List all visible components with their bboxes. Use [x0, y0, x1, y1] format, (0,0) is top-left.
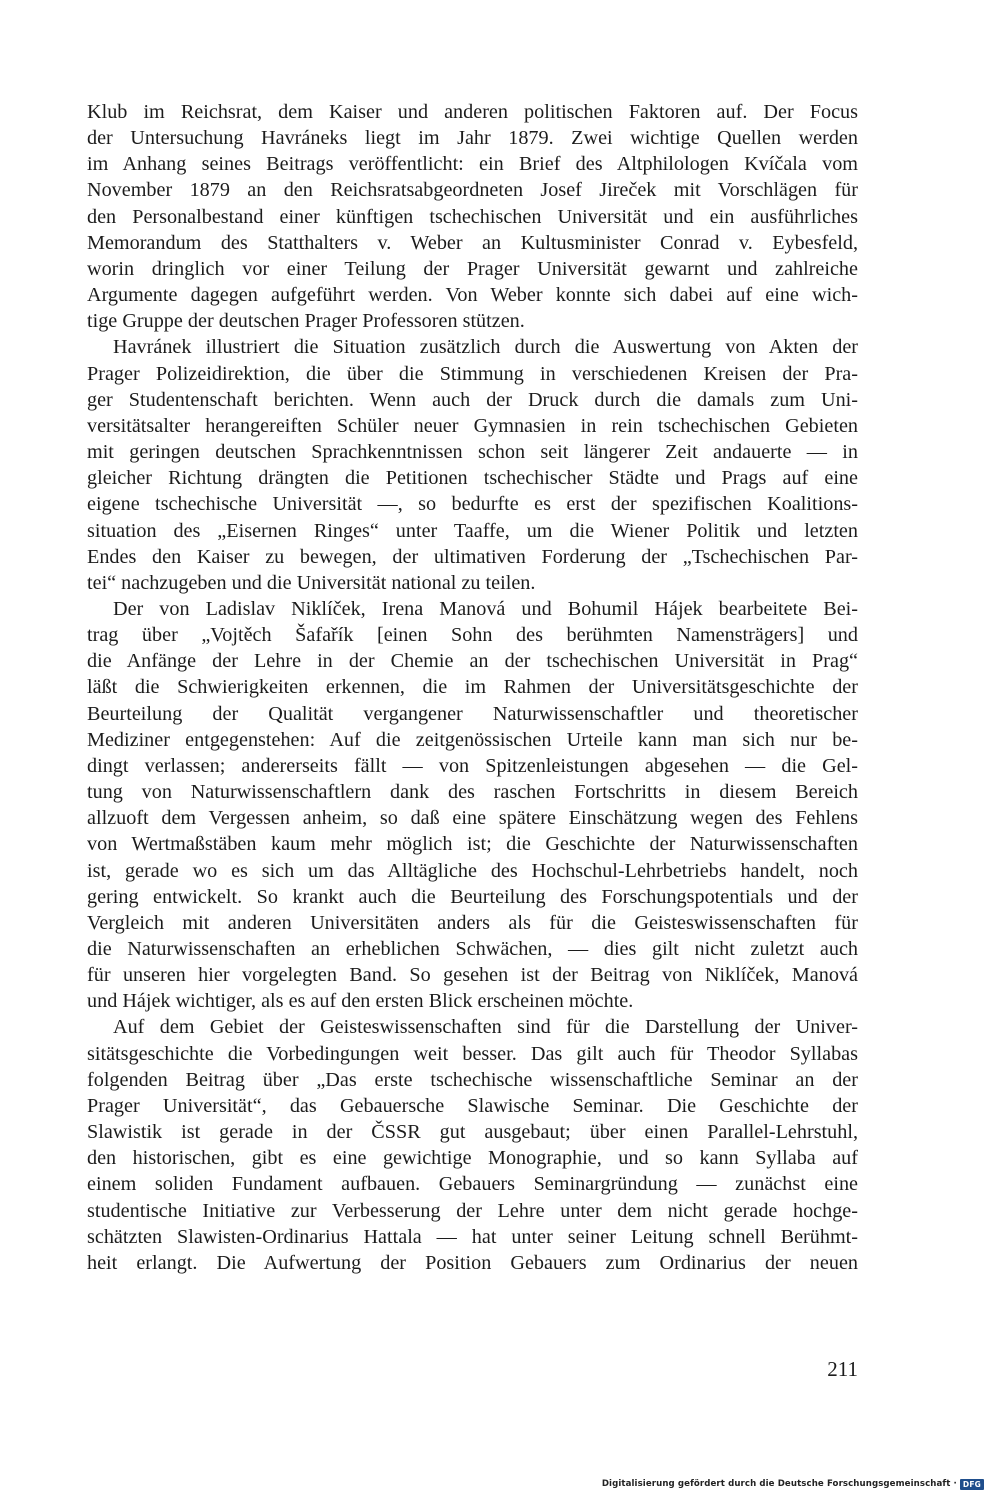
- text-line: Der von Ladislav Niklíček, Irena Manová und Bohumil Hájek bearbeitete Bei-: [113, 597, 858, 620]
- text-line: Argumente dagegen aufgeführt werden. Von Weber konnte sich dabei auf eine wich-: [87, 284, 858, 307]
- footer-text: Digitalisierung gefördert durch die Deutsche Forschungsgemeinschaft ·: [601, 1479, 957, 1489]
- text-line: worin dringlich vor einer Teilung der Prager Universität gewarnt und zahlreiche: [87, 257, 858, 280]
- text-line: folgenden Beitrag über „Das erste tschechische wissenschaftliche Seminar an der: [87, 1068, 858, 1091]
- text-line: läßt die Schwierigkeiten erkennen, die im Rahmen der Universitätsgeschichte der: [87, 676, 858, 699]
- text-line: schätzten Slawisten-Ordinarius Hattala — hat unter seiner Leitung schnell Berühmt-: [87, 1225, 858, 1248]
- text-line: mit geringen deutschen Sprachkenntnissen schon seit längerer Zeit andauerte — in: [87, 441, 858, 464]
- text-line: gleicher Richtung drängten die Petitionen tschechischer Städte und Prags auf eine: [87, 467, 858, 490]
- digitization-footer: [602, 1478, 984, 1490]
- text-line: die Anfänge der Lehre in der Chemie an der tschechischen Universität in Prag“: [87, 650, 858, 673]
- text-line: und Hájek wichtiger, als es auf den ersten Blick erscheinen möchte.: [87, 990, 634, 1013]
- text-line: Memorandum des Statthalters v. Weber an Kultusminister Conrad v. Eybesfeld,: [87, 231, 858, 254]
- text-line: studentische Initiative zur Verbesserung der Lehre unter dem nicht gerade hochge-: [87, 1199, 858, 1222]
- text-line: tei“ nachzugeben und die Universität national zu teilen.: [87, 571, 536, 594]
- dfg-logo: DFG: [960, 1479, 984, 1490]
- text-line: Prager Polizeidirektion, die über die Stimmung in verschiedenen Kreisen der Pra-: [87, 362, 858, 385]
- text-line: Beurteilung der Qualität vergangener Naturwissenschaftler und theoretischer: [87, 702, 858, 725]
- text-line: dingt verlassen; andererseits fällt — von Spitzenleistungen abgesehen — die Gel-: [87, 754, 858, 777]
- text-line: trag über „Vojtěch Šafařík [einen Sohn des berühmten Namensträgers] und: [87, 624, 858, 647]
- text-line: eigene tschechische Universität —, so bedurfte es erst der spezifischen Koalitions-: [87, 493, 858, 516]
- text-line: Auf dem Gebiet der Geisteswissenschaften sind für die Darstellung der Univer-: [113, 1016, 858, 1039]
- text-line: ger Studentenschaft berichten. Wenn auch der Druck durch die damals zum Uni-: [87, 388, 858, 411]
- text-line: den historischen, gibt es eine gewichtige Monographie, und so kann Syllaba auf: [87, 1147, 858, 1170]
- text-line: Endes den Kaiser zu bewegen, der ultimativen Forderung der „Tschechischen Par-: [87, 545, 858, 568]
- text-line: Havránek illustriert die Situation zusätzlich durch die Auswertung von Akten der: [113, 336, 858, 359]
- text-line: den Personalbestand einer künftigen tschechischen Universität und ein ausführliches: [87, 205, 858, 228]
- text-line: versitätsalter herangereiften Schüler neuer Gymnasien in rein tschechischen Gebieten: [87, 414, 858, 437]
- page-number: 211: [827, 1357, 858, 1381]
- text-line: situation des „Eisernen Ringes“ unter Taaffe, um die Wiener Politik und letzten: [87, 519, 858, 542]
- text-line: Mediziner entgegenstehen: Auf die zeitgenössischen Urteile kann man sich nur be-: [87, 728, 858, 751]
- text-line: Klub im Reichsrat, dem Kaiser und anderen politischen Faktoren auf. Der Focus: [87, 101, 858, 123]
- text-line: einem soliden Fundament aufbauen. Gebauers Seminargründung — zunächst eine: [87, 1173, 858, 1196]
- text-line: für unseren hier vorgelegten Band. So gesehen ist der Beitrag von Niklíček, Manová: [87, 964, 858, 987]
- text-line: gering entwickelt. So krankt auch die Beurteilung des Forschungspotentials und der: [87, 885, 858, 908]
- text-line: ist, gerade wo es sich um das Alltägliche des Hochschul-Lehrbetriebs handelt, noch: [87, 859, 858, 882]
- text-line: allzuoft dem Vergessen anheim, so daß eine spätere Einschätzung wegen des Fehlens: [87, 807, 858, 830]
- text-line: tige Gruppe der deutschen Prager Professoren stützen.: [87, 310, 525, 333]
- text-line: die Naturwissenschaften an erheblichen Schwächen, — dies gilt nicht zuletzt auch: [87, 938, 858, 960]
- text-line: Prager Universität“, das Gebauersche Slawische Seminar. Die Geschichte der: [87, 1094, 858, 1117]
- text-line: von Wertmaßstäben kaum mehr möglich ist; die Geschichte der Naturwissenschaften: [87, 833, 858, 856]
- text-line: heit erlangt. Die Aufwertung der Position Gebauers zum Ordinarius der neuen: [87, 1251, 858, 1274]
- text-line: sitätsgeschichte die Vorbedingungen weit besser. Das gilt auch für Theodor Syllabas: [87, 1042, 858, 1065]
- text-line: Vergleich mit anderen Universitäten anders als für die Geisteswissenschaften für: [87, 911, 858, 934]
- body-text: [87, 99, 858, 1276]
- text-line: tung von Naturwissenschaftlern dank des raschen Fortschritts in diesem Bereich: [87, 781, 858, 804]
- text-line: November 1879 an den Reichsratsabgeordneten Josef Jireček mit Vorschlägen für: [87, 179, 858, 202]
- text-line: der Untersuchung Havráneks liegt im Jahr 1879. Zwei wichtige Quellen werden: [87, 127, 858, 150]
- text-line: Slawistik ist gerade in der ČSSR gut ausgebaut; über einen Parallel-Lehrstuhl,: [87, 1121, 858, 1144]
- text-line: im Anhang seines Beitrags veröffentlicht: ein Brief des Altphilologen Kvíčala vom: [87, 153, 858, 176]
